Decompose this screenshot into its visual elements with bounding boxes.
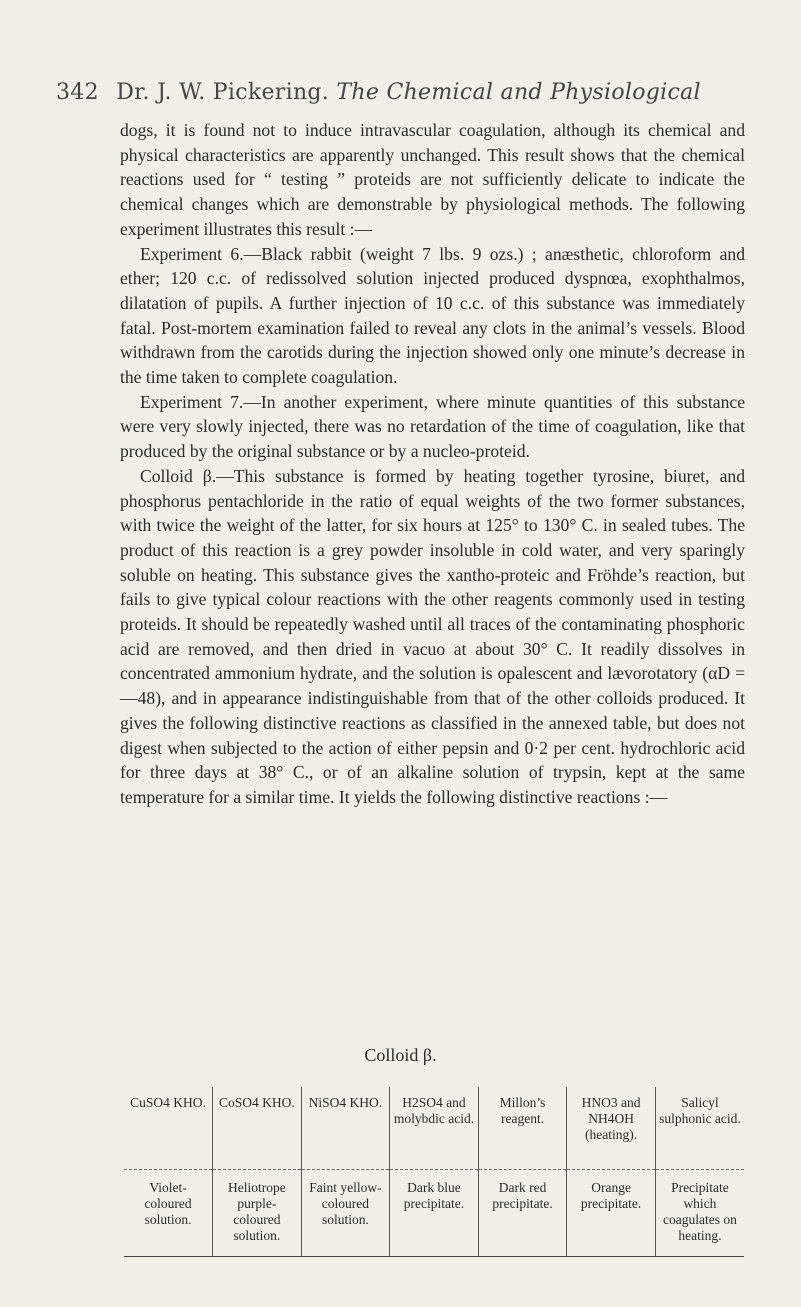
table-cell: Violet-coloured solution. bbox=[124, 1170, 213, 1257]
table-header-row bbox=[124, 1087, 744, 1170]
table-header-cell: CoSO4 KHO. bbox=[213, 1087, 302, 1170]
table-header-cell: H2SO4 and molybdic acid. bbox=[390, 1087, 479, 1170]
table-cell: Faint yellow-coloured solution. bbox=[301, 1170, 390, 1257]
paragraph-experiment-6: Experiment 6.—Black rabbit (weight 7 lbs. 9 ozs.) ; anæsthetic, chloroform and ether; 120 c.c. of redissolved solution injected produced dyspnœa, exophthalmos, dilatation of pupils. A further injection of 10 c.c. of this substance was immediately fatal. Post-mortem examination failed to reveal any clots in the animal’s vessels. Blood withdrawn from the carotids during the injection showed only one minute’s decrease in the time taken to complete coagulation. bbox=[120, 243, 745, 388]
body-text bbox=[120, 118, 745, 810]
table-header-cell: Salicyl sulphonic acid. bbox=[655, 1087, 744, 1170]
table-header-cell: NiSO4 KHO. bbox=[301, 1087, 390, 1170]
paragraph-continuation: dogs, it is found not to induce intravascular coagulation, although its chemical and physical characteristics are apparently unchanged. This result shows that the chemical reactions used for “ testing ” proteids are not sufficiently delicate to indicate the chemical changes which are demonstrable by physiological methods. The following experiment illustrates this result :— bbox=[120, 120, 745, 239]
table-cell: Dark red precipitate. bbox=[478, 1170, 567, 1257]
table-cell: Precipitate which coagulates on heating. bbox=[655, 1170, 744, 1257]
table-header-cell: Millon’s reagent. bbox=[478, 1087, 567, 1170]
header-author: Dr. J. W. Pickering. bbox=[116, 80, 330, 105]
table-header-cell: HNO3 and NH4OH (heating). bbox=[567, 1087, 656, 1170]
table-cell: Dark blue precipitate. bbox=[390, 1170, 479, 1257]
table-header-cell: CuSO4 KHO. bbox=[124, 1087, 213, 1170]
table-cell: Orange precipitate. bbox=[567, 1170, 656, 1257]
running-header bbox=[56, 80, 701, 105]
reactions-table bbox=[124, 1087, 744, 1257]
table-row bbox=[124, 1170, 744, 1257]
page-number: 342 bbox=[56, 80, 99, 105]
header-title: The Chemical and Physiological bbox=[336, 80, 701, 105]
table-cell: Heliotrope purple-coloured solution. bbox=[213, 1170, 302, 1257]
table-title: Colloid β. bbox=[364, 1045, 437, 1065]
paragraph-experiment-7: Experiment 7.—In another experiment, where minute quantities of this substance were very slowly injected, there was no retardation of the time of coagulation, like that produced by the original substance or by a nucleo-proteid. bbox=[120, 391, 745, 462]
paragraph-colloid-beta: Colloid β.—This substance is formed by heating together tyrosine, biuret, and phosphorus pentachloride in the ratio of equal weights of the two former substances, with twice the weight of the latter, for six hours at 125° to 130° C. in sealed tubes. The product of this reaction is a grey powder insoluble in cold water, and very sparingly soluble on heating. This substance gives the xantho-proteic and Fröhde’s reaction, but fails to give typical colour reactions with the other reagents commonly used in testing proteids. It should be repeatedly washed until all traces of the contaminating phosphoric acid are removed, and then dried in vacuo at about 30° C. It readily dissolves in concentrated ammonium hydrate, and the solution is opalescent and lævorotatory (αD = —48), and in appearance indistinguishable from that of the other colloids produced. It gives the following distinctive reactions as classified in the annexed table, but does not digest when subjected to the action of either pepsin and 0·2 per cent. hydrochloric acid for three days at 38° C., or of an alkaline solution of trypsin, kept at the same temperature for a similar time. It yields the following distinctive reactions :— bbox=[120, 465, 745, 807]
